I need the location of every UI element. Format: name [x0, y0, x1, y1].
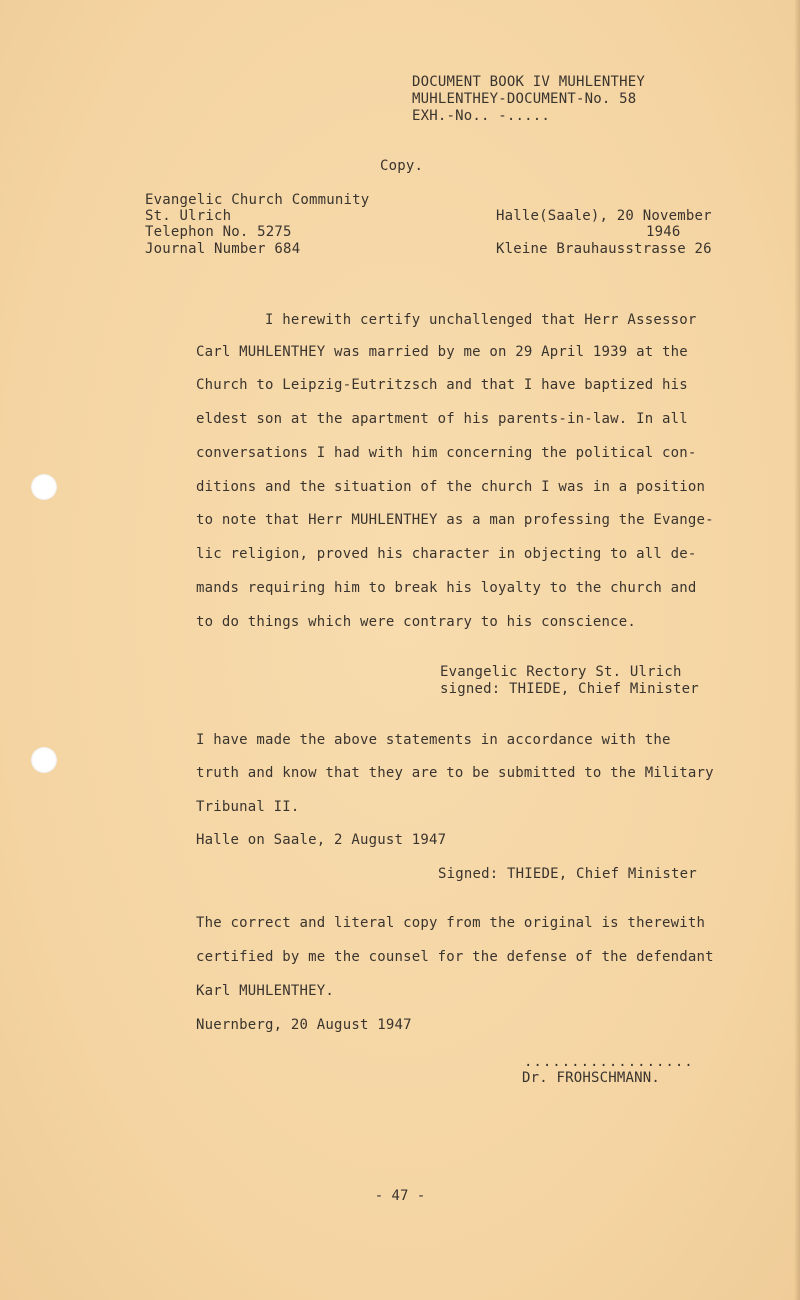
- sender-line-4: Journal Number 684: [145, 241, 301, 257]
- paragraph1-line: to do things which were contrary to his conscience.: [196, 614, 637, 630]
- header-line-1: DOCUMENT BOOK IV MUHLENTHEY: [412, 74, 645, 90]
- place-date-line-3: Kleine Brauhausstrasse 26: [496, 241, 712, 257]
- page-edge-shadow: [794, 0, 800, 1300]
- place-date-2: Halle on Saale, 2 August 1947: [196, 832, 447, 848]
- sender-line-2: St. Ulrich: [145, 208, 232, 224]
- paragraph1-line: mands requiring him to break his loyalty to the church and: [196, 580, 697, 596]
- signature3: Dr. FROHSCHMANN.: [522, 1070, 661, 1086]
- paragraph1-line: ditions and the situation of the church I was in a position: [196, 479, 706, 495]
- header-line-2: MUHLENTHEY-DOCUMENT-No. 58: [412, 91, 637, 107]
- sender-line-3: Telephon No. 5275: [145, 224, 292, 240]
- sender-line-1: Evangelic Church Community: [145, 192, 370, 208]
- paragraph3-line: The correct and literal copy from the original is therewith: [196, 915, 706, 931]
- paragraph1-line: eldest son at the apartment of his parents-in-law. In all: [196, 411, 688, 427]
- signature2: Signed: THIEDE, Chief Minister: [438, 866, 697, 882]
- paragraph3-line: certified by me the counsel for the defense of the defendant: [196, 949, 714, 965]
- paragraph1-line: Carl MUHLENTHEY was married by me on 29 April 1939 at the: [196, 344, 688, 360]
- copy-label: Copy.: [380, 158, 424, 174]
- signature-dotted-line: ..................: [524, 1054, 694, 1070]
- paragraph1-line: to note that Herr MUHLENTHEY as a man professing the Evange-: [196, 512, 714, 528]
- signature1-line-1: Evangelic Rectory St. Ulrich: [440, 664, 682, 680]
- paragraph2-line: Tribunal II.: [196, 799, 300, 815]
- paragraph2-line: truth and know that they are to be submitted to the Military: [196, 765, 714, 781]
- place-date-3: Nuernberg, 20 August 1947: [196, 1017, 412, 1033]
- paragraph2-line: I have made the above statements in accordance with the: [196, 732, 671, 748]
- paragraph1-line: Church to Leipzig-Eutritzsch and that I have baptized his: [196, 377, 688, 393]
- header-line-3: EXH.-No.. -.....: [412, 108, 551, 124]
- paragraph1-line: I herewith certify unchallenged that Herr Assessor: [196, 312, 697, 328]
- paragraph1-line: lic religion, proved his character in objecting to all de-: [196, 546, 697, 562]
- paragraph3-line: Karl MUHLENTHEY.: [196, 983, 335, 999]
- paragraph1-line: conversations I had with him concerning the political con-: [196, 445, 697, 461]
- punch-hole-upper: [31, 474, 57, 500]
- place-date-line-1: Halle(Saale), 20 November: [496, 208, 712, 224]
- page-number: - 47 -: [374, 1188, 426, 1204]
- place-date-line-2: 1946: [646, 224, 681, 240]
- punch-hole-lower: [31, 747, 57, 773]
- signature1-line-2: signed: THIEDE, Chief Minister: [440, 681, 699, 697]
